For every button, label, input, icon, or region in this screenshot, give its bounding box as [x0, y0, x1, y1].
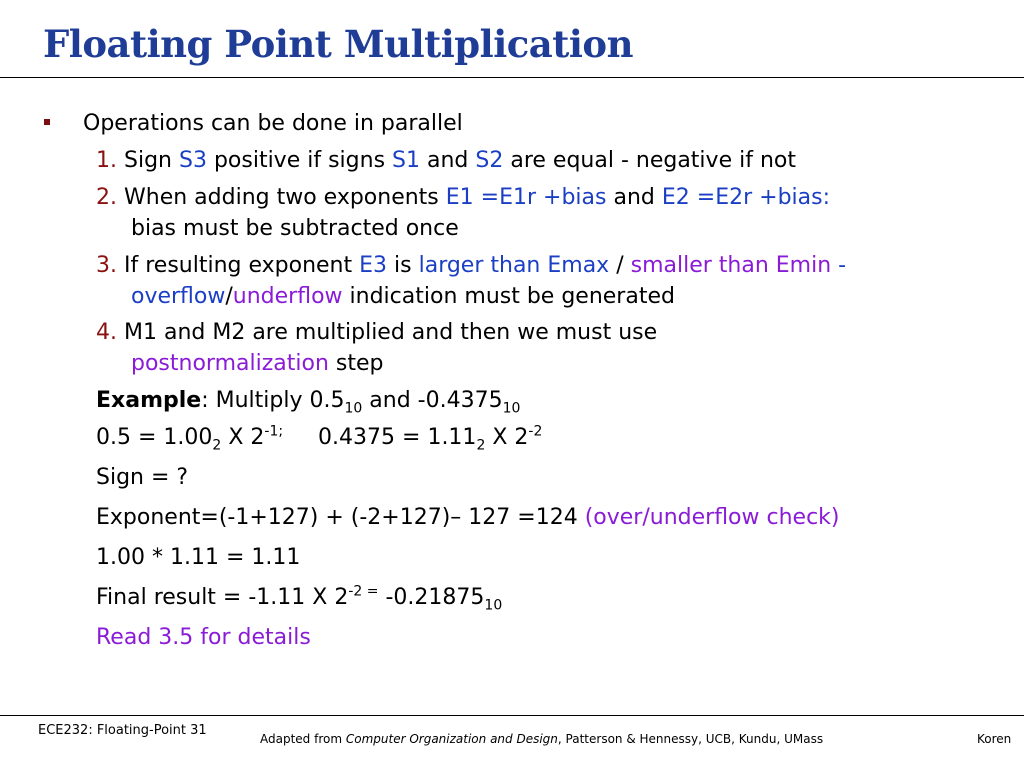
item-number: 1. — [96, 148, 117, 173]
final-text: Final result = -1.11 X 2 — [96, 585, 349, 610]
footer-attribution — [260, 732, 823, 746]
final-result-line — [96, 583, 503, 614]
item-text: / — [609, 253, 631, 278]
subscript: 10 — [484, 597, 503, 614]
exponent-text: Exponent=(-1+127) + (-2+127)– 127 =124 — [96, 505, 585, 530]
example-text: : Multiply 0.5 — [201, 388, 345, 413]
overflow-term: overflow — [131, 284, 226, 309]
s1-term: S1 — [392, 148, 420, 173]
list-item-1 — [96, 148, 796, 174]
underflow-term: underflow — [232, 284, 343, 309]
item-text: and — [606, 185, 662, 210]
item-text: positive if signs — [206, 148, 393, 173]
conv-text: 0.5 = 1.00 — [96, 425, 213, 450]
item-text: is — [387, 253, 419, 278]
item-text: step — [328, 351, 384, 376]
conversion-line — [96, 423, 543, 454]
list-item-3 — [96, 253, 846, 279]
item-text: If resulting exponent — [124, 253, 360, 278]
final-text: -0.21875 — [378, 585, 485, 610]
superscript: -2 — [528, 423, 543, 440]
item-text: and — [420, 148, 476, 173]
s3-term: S3 — [178, 148, 207, 173]
example-line — [96, 388, 521, 417]
list-item-4-continuation — [131, 351, 383, 377]
emin-term: smaller than Emin — [630, 253, 832, 278]
e2-term: E2 =E2r +bias: — [661, 185, 831, 210]
item-number: 3. — [96, 253, 117, 278]
conv-text: X 2 — [221, 425, 265, 450]
superscript: -1; — [264, 423, 284, 440]
subscript: 10 — [502, 400, 521, 417]
sign-line: Sign = ? — [96, 465, 189, 490]
conv-text: 0.4375 = 1.11 — [283, 425, 477, 450]
item-text: are equal - negative if not — [503, 148, 796, 173]
postnormalization-term: postnormalization — [131, 351, 329, 376]
example-label: Example — [96, 388, 202, 413]
subscript: 2 — [212, 437, 222, 454]
square-bullet-icon — [44, 119, 50, 125]
book-title: Computer Organization and Design — [345, 732, 558, 746]
item-number: 4. — [96, 320, 117, 345]
read-more-note: Read 3.5 for details — [96, 625, 311, 650]
title-divider — [0, 77, 1024, 78]
item-text: When adding two exponents — [124, 185, 446, 210]
attribution-text: , Patterson & Hennessy, UCB, Kundu, UMass — [557, 732, 824, 746]
emax-term: larger than Emax — [418, 253, 610, 278]
footer-slide-number: ECE232: Floating-Point 31 — [38, 723, 207, 738]
bullet-text: Operations can be done in parallel — [83, 111, 463, 136]
subscript: 10 — [344, 400, 363, 417]
s2-term: S2 — [475, 148, 504, 173]
superscript: -2 = — [348, 583, 379, 600]
example-text: and -0.4375 — [362, 388, 503, 413]
item-text: indication must be generated — [342, 284, 675, 309]
item-number: 2. — [96, 185, 117, 210]
conv-text: X 2 — [485, 425, 529, 450]
list-item-4 — [96, 320, 657, 346]
footer-divider — [0, 715, 1024, 716]
item-text: Sign — [124, 148, 179, 173]
list-item-2-continuation: bias must be subtracted once — [131, 216, 459, 241]
dash-text: - — [831, 253, 847, 278]
attribution-text: Adapted from — [260, 732, 346, 746]
item-text: M1 and M2 are multiplied and then we must use — [124, 320, 658, 345]
slash-text: / — [225, 284, 233, 309]
e1-term: E1 =E1r +bias — [445, 185, 607, 210]
subscript: 2 — [476, 437, 486, 454]
exponent-line — [96, 505, 840, 531]
list-item-3-continuation — [131, 284, 675, 310]
footer-author: Koren — [977, 732, 1012, 746]
list-item-2 — [96, 185, 830, 211]
e3-term: E3 — [359, 253, 388, 278]
mantissa-line: 1.00 * 1.11 = 1.11 — [96, 545, 301, 570]
overflow-check-note: (over/underflow check) — [584, 505, 840, 530]
slide-title: Floating Point Multiplication — [43, 22, 633, 66]
